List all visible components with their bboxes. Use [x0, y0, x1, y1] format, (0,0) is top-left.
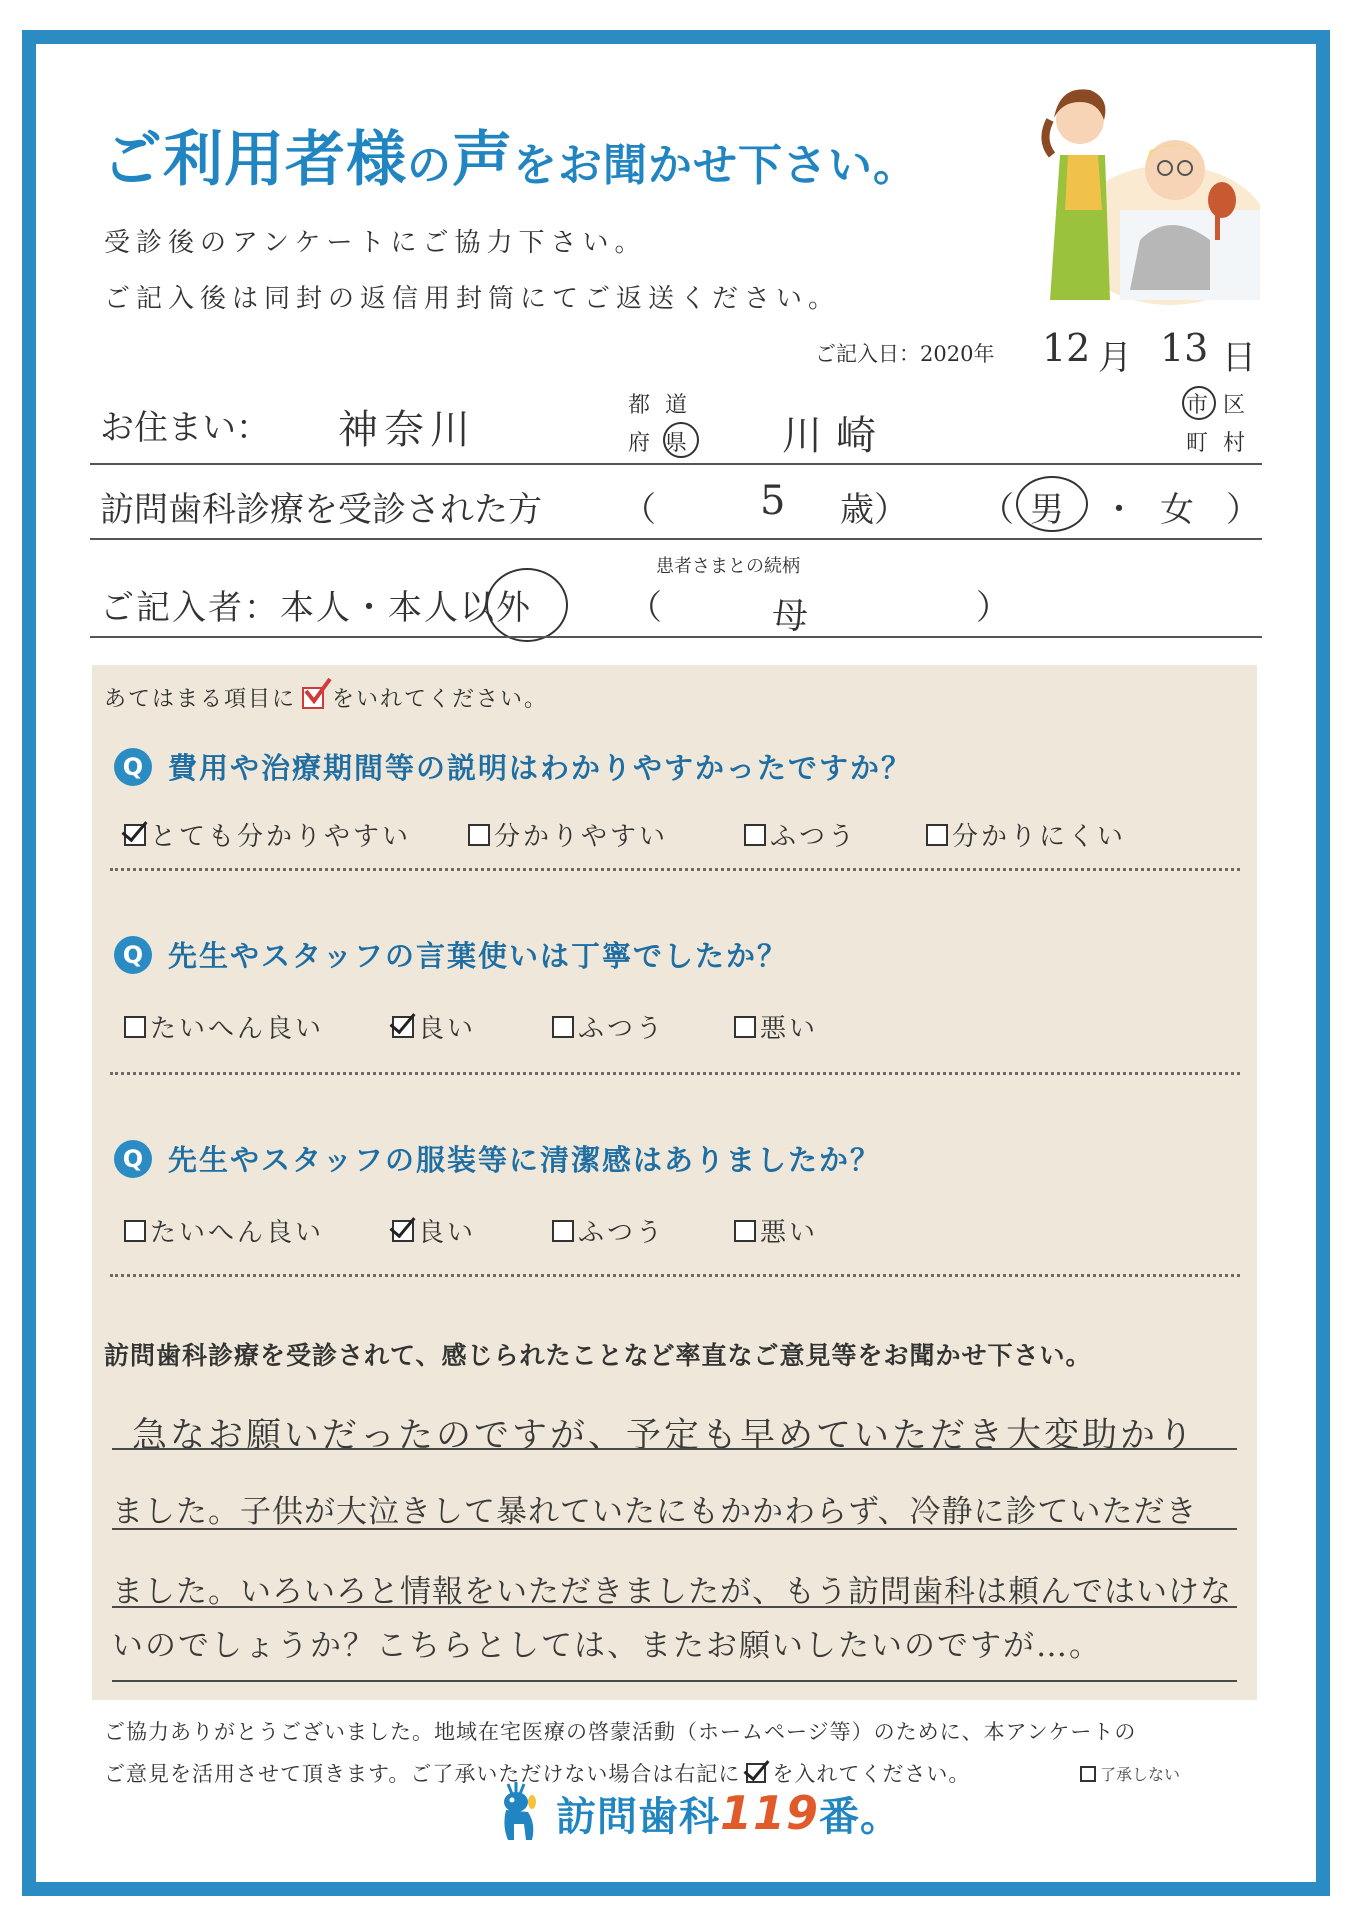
- question-2: [114, 934, 788, 975]
- q2-option-3[interactable]: ふつう: [552, 1008, 665, 1045]
- checkbox-icon[interactable]: [926, 824, 948, 846]
- male-circle-mark: [1016, 476, 1088, 532]
- checkbox-checked-icon[interactable]: [392, 1220, 414, 1242]
- gender-male[interactable]: 男: [1030, 490, 1064, 530]
- writer-close-paren: ）: [976, 588, 1010, 628]
- question-text: 費用や治療期間等の説明はわかりやすかったですか？: [168, 751, 913, 785]
- city-options-bottom: 町 村: [1186, 431, 1249, 456]
- question-text: 先生やスタッフの服装等に清潔感はありましたか？: [168, 1143, 882, 1177]
- comment-line-1[interactable]: 急なお願いだったのですが、予定も早めていただき大変助かり: [132, 1416, 1197, 1456]
- checkbox-sample-icon: [302, 687, 324, 709]
- logo-number: 119: [720, 1786, 820, 1840]
- comment-rule: [112, 1680, 1237, 1682]
- dotted-divider: [110, 1072, 1240, 1075]
- age-value[interactable]: 5: [760, 478, 786, 524]
- prefecture-value[interactable]: 神奈川: [338, 407, 476, 453]
- checkbox-icon[interactable]: [734, 1220, 756, 1242]
- divider: [90, 463, 1262, 465]
- divider: [90, 538, 1262, 540]
- q3-option-1[interactable]: たいへん良い: [124, 1212, 324, 1249]
- q-badge-icon: Q: [114, 1140, 152, 1178]
- date-day-unit: 日: [1222, 338, 1256, 378]
- q1-option-2[interactable]: 分かりやすい: [468, 816, 668, 853]
- gender-dot: ・: [1102, 490, 1136, 530]
- subtitle-2: ご記入後は同封の返信用封筒にてご返送ください。: [104, 284, 841, 314]
- brand-logo: [494, 1780, 901, 1846]
- dotted-divider: [110, 868, 1240, 871]
- footer-line-1: ご協力ありがとうございました。地域在宅医療の啓蒙活動（ホームページ等）のために、本アンケートの: [104, 1720, 1137, 1744]
- q-badge-icon: Q: [114, 748, 152, 786]
- dotted-divider: [110, 1274, 1240, 1277]
- age-open-paren: （: [622, 490, 656, 530]
- patient-label: 訪問歯科診療を受診された方: [100, 490, 542, 530]
- q1-option-1[interactable]: とても分かりやすい: [124, 816, 411, 853]
- checkbox-icon[interactable]: [734, 1016, 756, 1038]
- city-circle-mark: [1182, 386, 1216, 420]
- checkbox-icon[interactable]: [552, 1016, 574, 1038]
- q3-option-4[interactable]: 悪い: [734, 1212, 818, 1249]
- footer-line-2: ご意見を活用させて頂きます。ご了承いただけない場合は右記に を入れてください。: [104, 1762, 971, 1786]
- prefecture-circle-mark: [663, 422, 699, 458]
- comment-line-4[interactable]: いのでしょうか？こちらとしては、またお願いしたいのですが…。: [112, 1628, 1102, 1664]
- writer-label: ご記入者：本人・本人以外: [100, 588, 532, 628]
- instruction: あてはまる項目に をいれてください。: [104, 682, 548, 713]
- checkbox-icon[interactable]: [124, 1220, 146, 1242]
- q3-option-3[interactable]: ふつう: [552, 1212, 665, 1249]
- city-options-top: 市 区: [1186, 393, 1249, 418]
- q2-option-4[interactable]: 悪い: [734, 1008, 818, 1045]
- caregiver-illustration: [1010, 60, 1260, 310]
- q2-option-2[interactable]: 良い: [392, 1008, 476, 1045]
- comment-rule: [112, 1606, 1237, 1608]
- comment-rule: [112, 1528, 1237, 1530]
- gender-close-paren: ）: [1226, 490, 1260, 530]
- checkbox-icon[interactable]: [1080, 1766, 1096, 1782]
- logo-suffix: 番。: [819, 1793, 902, 1840]
- logo-text: 訪問歯科: [556, 1793, 720, 1840]
- checkbox-icon[interactable]: [744, 824, 766, 846]
- writer-circle-mark: [486, 568, 568, 642]
- relation-caption: 患者さまとの続柄: [656, 556, 800, 577]
- city-value[interactable]: 川崎: [782, 413, 890, 459]
- question-3: [114, 1138, 881, 1179]
- divider: [90, 636, 1262, 638]
- comment-rule: [112, 1448, 1237, 1450]
- date-month-value[interactable]: 12: [1042, 326, 1091, 370]
- checkbox-icon[interactable]: [124, 1016, 146, 1038]
- date-label: ご記入日：2020年: [815, 342, 995, 366]
- checkbox-checked-icon[interactable]: [392, 1016, 414, 1038]
- checkbox-icon[interactable]: [468, 824, 490, 846]
- question-text: 先生やスタッフの言葉使いは丁寧でしたか？: [168, 939, 789, 973]
- q1-option-4[interactable]: 分かりにくい: [926, 816, 1126, 853]
- date-day-value[interactable]: 13: [1160, 326, 1209, 370]
- q1-option-3[interactable]: ふつう: [744, 816, 857, 853]
- question-1: [114, 746, 912, 787]
- q3-option-2[interactable]: 良い: [392, 1212, 476, 1249]
- gender-female[interactable]: 女: [1160, 490, 1194, 530]
- address-label: お住まい：: [100, 408, 270, 448]
- comment-prompt: 訪問歯科診療を受診されて、感じられたことなど率直なご意見等をお聞かせ下さい。: [104, 1341, 1092, 1370]
- q2-option-1[interactable]: たいへん良い: [124, 1008, 324, 1045]
- page-title: ご利用者様の声をお聞かせ下さい。: [102, 125, 918, 195]
- deer-mascot-icon: [494, 1780, 544, 1846]
- comment-line-3[interactable]: ました。いろいろと情報をいただきましたが、もう訪問歯科は頼んではいけな: [112, 1574, 1232, 1610]
- age-unit: 歳）: [840, 490, 908, 530]
- subtitle-1: 受診後のアンケートにご協力下さい。: [104, 228, 647, 258]
- q-badge-icon: Q: [114, 936, 152, 974]
- checkbox-icon[interactable]: [552, 1220, 574, 1242]
- pref-options-bottom: 府 県: [628, 431, 691, 456]
- writer-open-paren: （: [628, 588, 662, 628]
- relation-value[interactable]: 母: [772, 596, 809, 637]
- comment-line-2[interactable]: ました。子供が大泣きして暴れていたにもかかわらず、冷静に診ていただき: [112, 1494, 1198, 1530]
- pref-options-top: 都 道: [628, 393, 691, 418]
- date-month-unit: 月: [1098, 338, 1132, 378]
- gender-open-paren: （: [980, 490, 1014, 530]
- decline-option[interactable]: 了承しない: [1080, 1762, 1180, 1785]
- checkbox-checked-icon[interactable]: [124, 824, 146, 846]
